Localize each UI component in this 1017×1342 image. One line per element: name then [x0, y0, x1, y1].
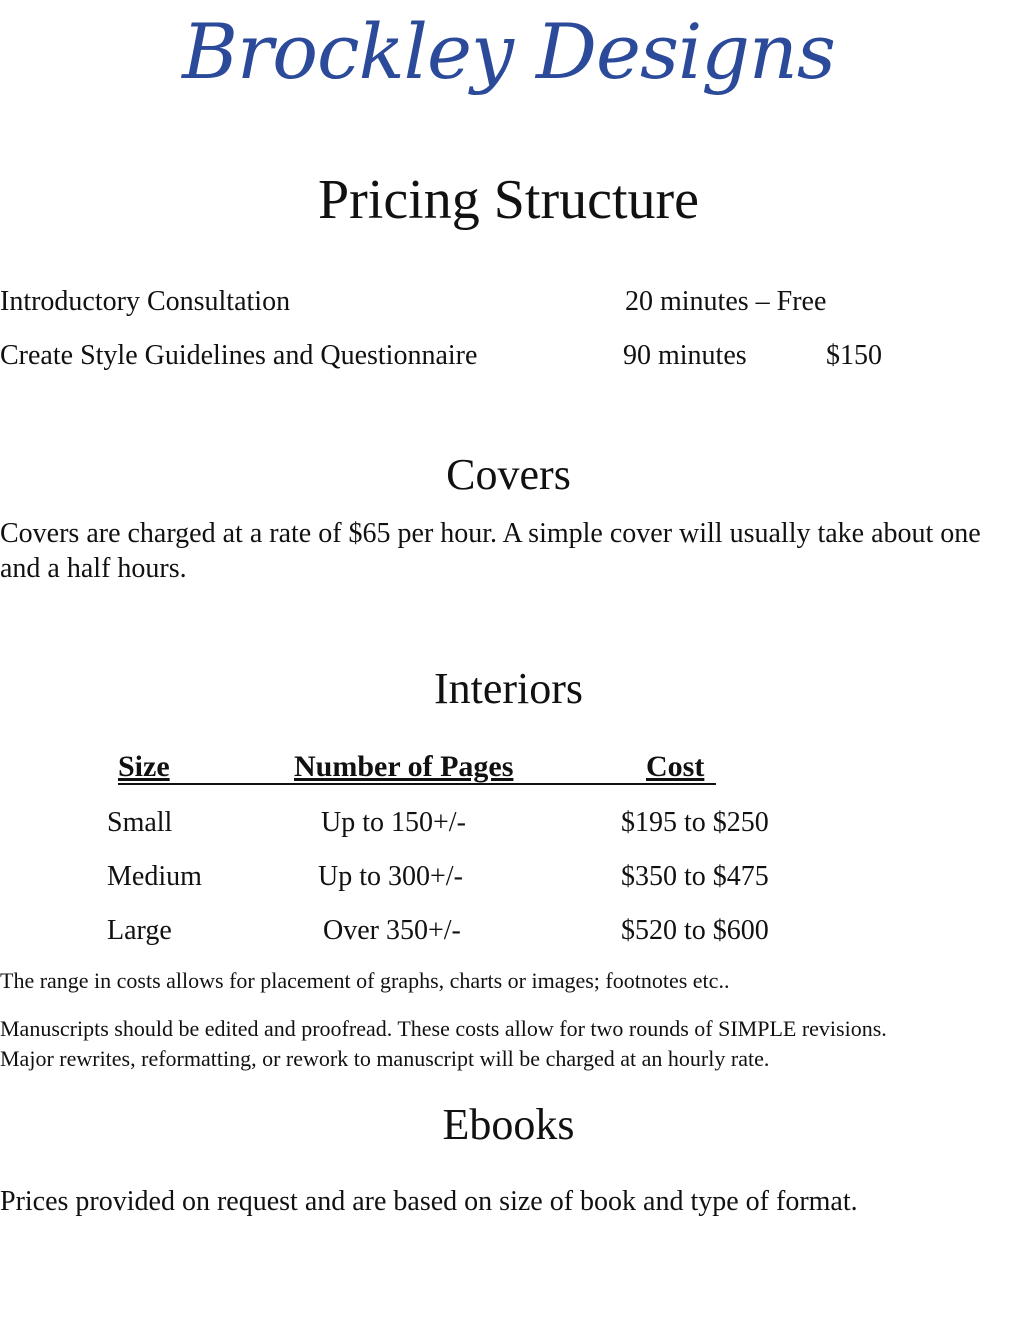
table-cell-size: Small [107, 807, 173, 838]
interiors-heading: Interiors [433, 664, 584, 713]
table-header-rule [118, 783, 716, 785]
brand-logo-text: Brockley Designs [182, 7, 835, 96]
brand-logo [0, 7, 1017, 96]
service-price-style-guidelines: $150 [826, 340, 882, 371]
ebooks-text: Prices provided on request and are based on size of book and type of format. [0, 1186, 858, 1217]
table-cell-size: Large [107, 915, 172, 946]
column-header-size: Size [118, 750, 170, 783]
service-name-style-guidelines: Create Style Guidelines and Questionnaire [0, 340, 478, 371]
interiors-note-revisions: Manuscripts should be edited and proofread. These costs allow for two rounds of SIMPLE revisions. [0, 1016, 887, 1041]
interiors-note-hourly: Major rewrites, reformatting, or rework to manuscript will be charged at an hourly rate. [0, 1046, 770, 1071]
covers-text: Covers are charged at a rate of $65 per hour. A simple cover will usually take about one and a half hours. [0, 518, 981, 584]
table-cell-pages: Over 350+/- [323, 915, 461, 946]
table-cell-cost: $520 to $600 [621, 915, 769, 946]
service-duration-consultation: 20 minutes – Free [625, 286, 827, 317]
service-name-consultation: Introductory Consultation [0, 286, 291, 317]
service-duration-style-guidelines: 90 minutes [623, 340, 747, 371]
table-cell-cost: $195 to $250 [621, 807, 769, 838]
page-title: Pricing Structure [317, 169, 700, 231]
table-cell-size: Medium [107, 861, 202, 892]
covers-heading: Covers [446, 450, 571, 499]
column-header-cost: Cost [646, 750, 705, 783]
table-cell-pages: Up to 300+/- [318, 861, 463, 892]
table-cell-pages: Up to 150+/- [321, 807, 466, 838]
column-header-pages: Number of Pages [294, 750, 514, 783]
ebooks-heading: Ebooks [442, 1100, 575, 1149]
table-cell-cost: $350 to $475 [621, 861, 769, 892]
interiors-note-range: The range in costs allows for placement of graphs, charts or images; footnotes etc.. [0, 968, 730, 993]
